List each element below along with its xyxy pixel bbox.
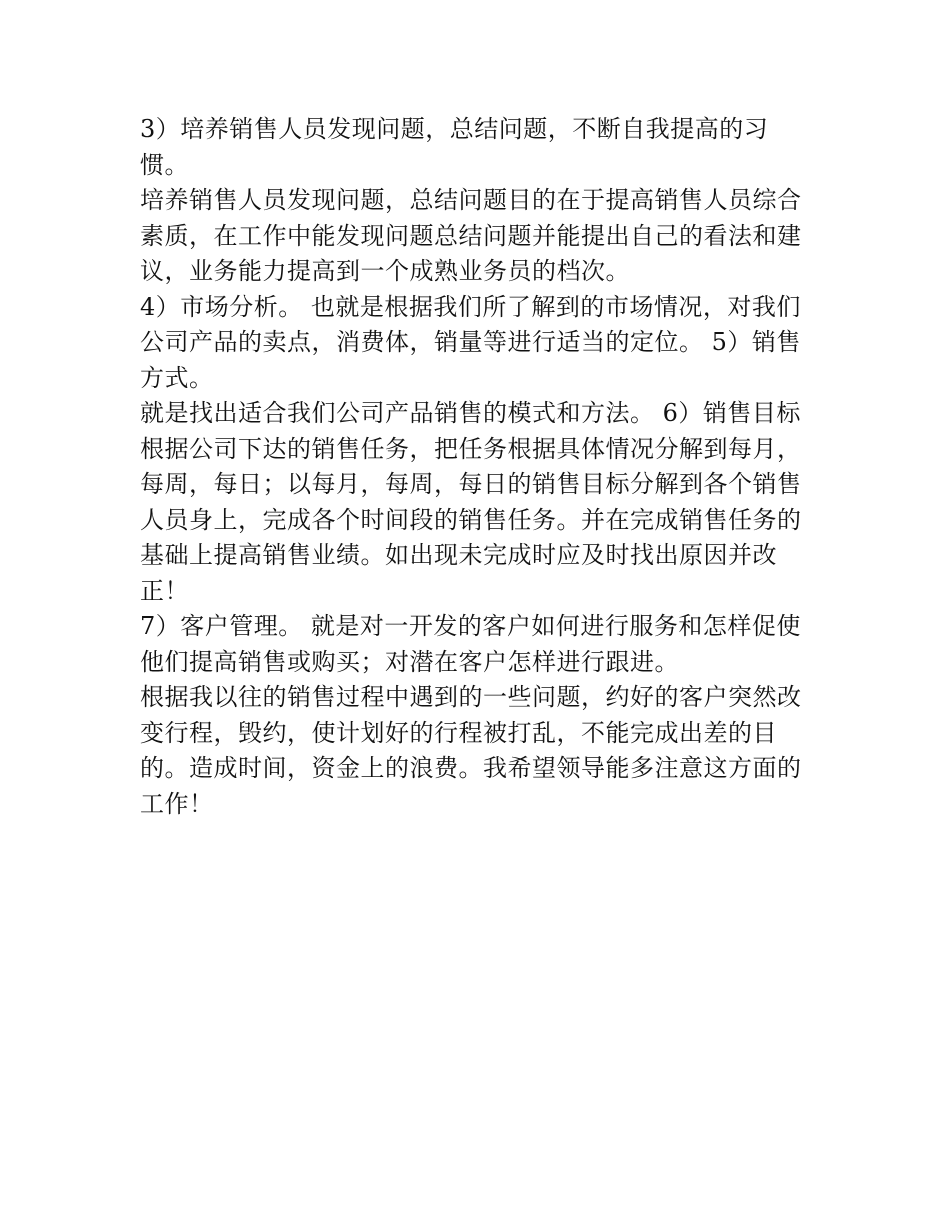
- text-line: 公司产品的卖点，消费体，销量等进行适当的定位。 5）销售: [140, 328, 801, 356]
- document-body: [140, 112, 820, 822]
- text-line: 根据公司下达的销售任务，把任务根据具体情况分解到每月，: [140, 434, 802, 463]
- text-line: 4）市场分析。 也就是根据我们所了解到的市场情况，对我们: [140, 292, 801, 321]
- text-line: 的。造成时间，资金上的浪费。我希望领导能多注意这方面的: [140, 754, 802, 782]
- text-line: 工作！: [140, 789, 214, 818]
- text-line: 每周，每日；以每月，每周，每日的销售目标分解到各个销售: [140, 470, 802, 498]
- text-line: 基础上提高销售业绩。如出现未完成时应及时找出原因并改: [140, 541, 777, 569]
- text-line: 7）客户管理。 就是对一开发的客户如何进行服务和怎样促使: [140, 612, 801, 640]
- text-line: 素质，在工作中能发现问题总结问题并能提出自己的看法和建: [140, 221, 802, 250]
- text-line: 变行程，毁约，使计划好的行程被打乱，不能完成出差的目: [140, 718, 777, 747]
- text-line: 就是找出适合我们公司产品销售的模式和方法。 6）销售目标: [140, 399, 801, 427]
- text-line: 他们提高销售或购买；对潜在客户怎样进行跟进。: [140, 647, 679, 676]
- text-line: 惯。: [140, 150, 189, 179]
- text-line: 议，业务能力提高到一个成熟业务员的档次。: [140, 257, 630, 285]
- text-line: 培养销售人员发现问题，总结问题目的在于提高销售人员综合: [140, 186, 802, 214]
- text-line: 方式。: [140, 363, 214, 392]
- text-line: 人员身上，完成各个时间段的销售任务。并在完成销售任务的: [140, 505, 802, 534]
- text-line: 根据我以往的销售过程中遇到的一些问题，约好的客户突然改: [140, 683, 802, 711]
- text-line: 正！: [140, 576, 189, 605]
- text-line: 3）培养销售人员发现问题，总结问题，不断自我提高的习: [140, 115, 769, 143]
